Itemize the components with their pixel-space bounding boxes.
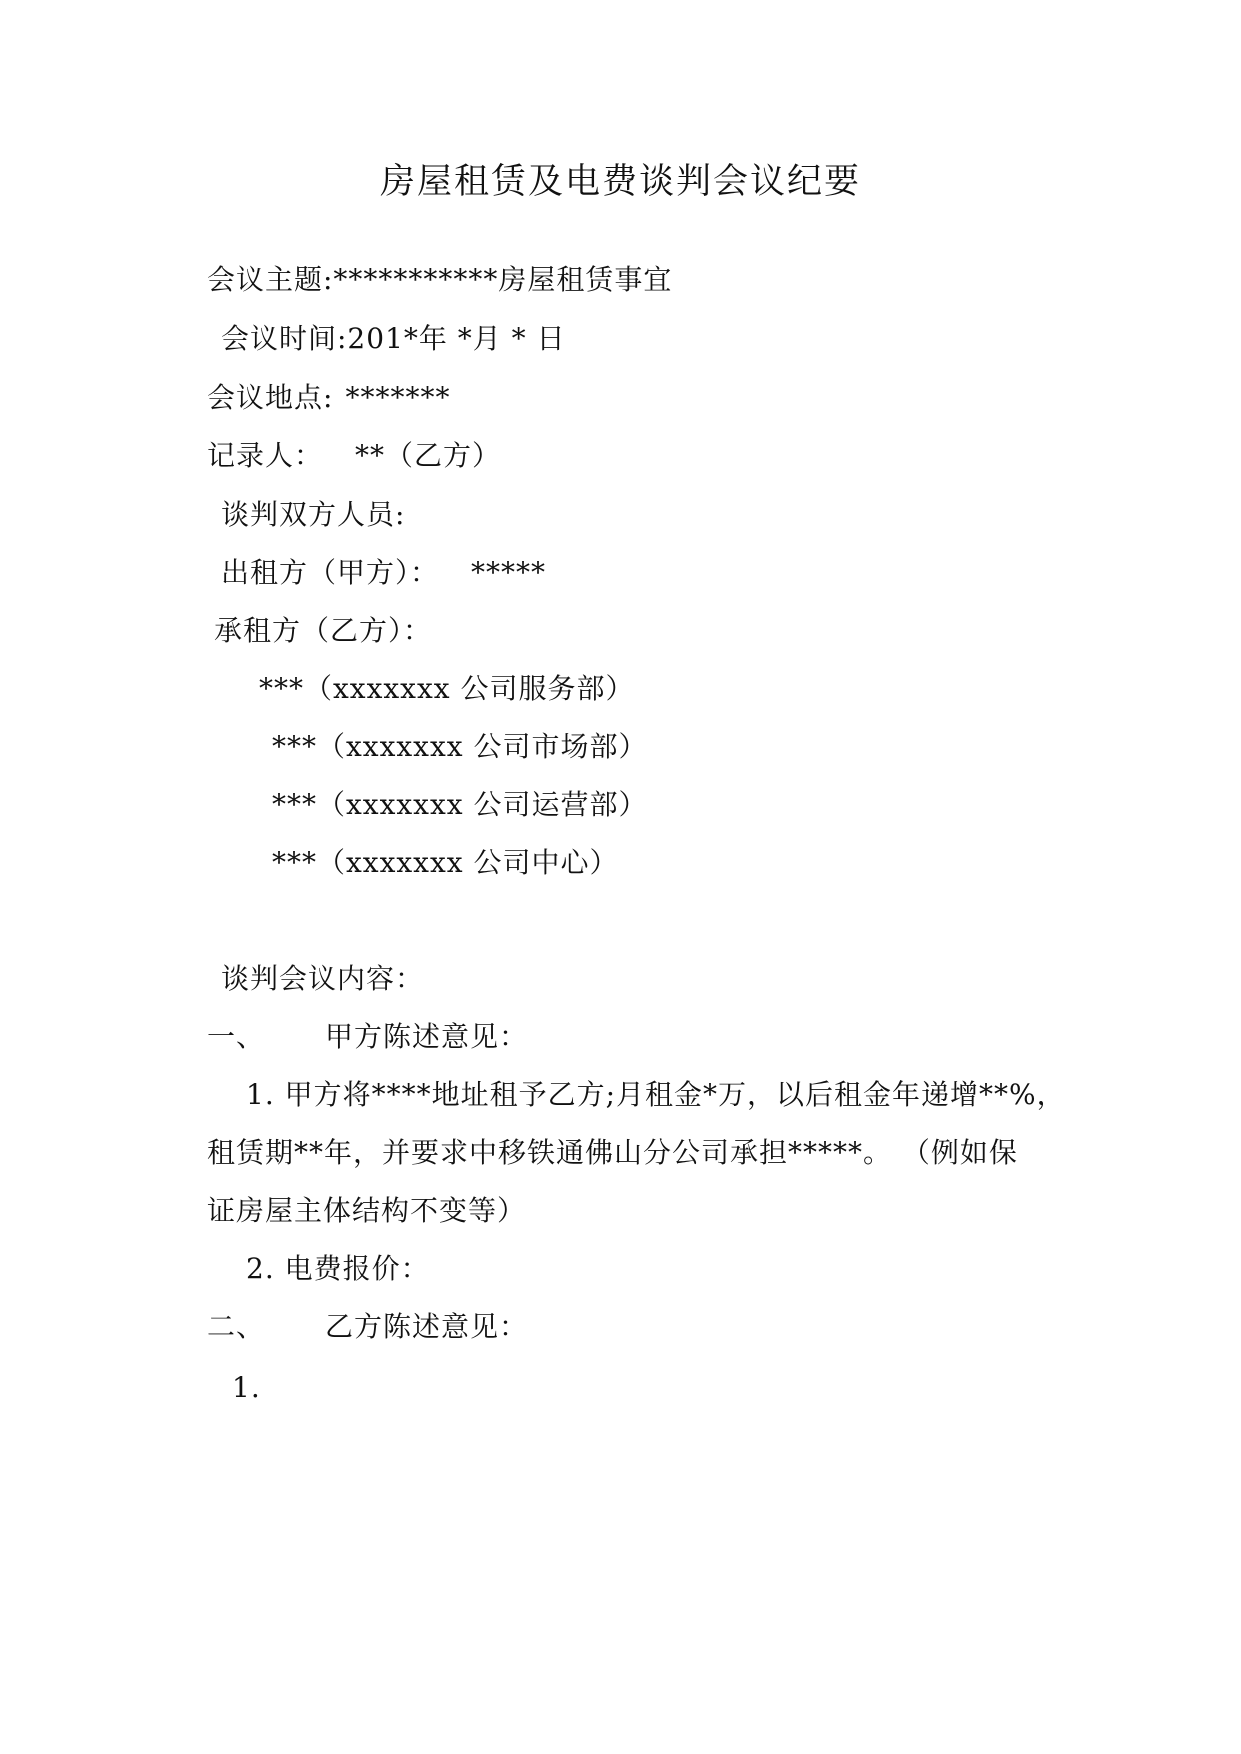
lessee-member: ***（xxxxxxx 公司服务部） xyxy=(259,672,635,705)
document-title: 房屋租赁及电费谈判会议纪要 xyxy=(379,162,861,202)
section2-number: 二、 xyxy=(207,1310,266,1343)
meeting-place xyxy=(207,380,450,416)
item1-line1: 1. 甲方将****地址租予乙方;月租金*万，以后租金年递增**%， xyxy=(246,1078,1066,1111)
section2-heading xyxy=(207,1309,528,1345)
meeting-time: 会议时间:201*年 *月 * 日 xyxy=(221,322,566,355)
recorder xyxy=(207,438,501,474)
lessor-value: ***** xyxy=(471,556,547,589)
section2-title: 乙方陈述意见： xyxy=(325,1310,529,1343)
section1-title: 甲方陈述意见： xyxy=(325,1020,529,1053)
recorder-value: **（乙方） xyxy=(355,439,502,472)
meeting-place-label: 会议地点: xyxy=(207,381,334,414)
section2-item1: 1. xyxy=(232,1371,261,1404)
lessor xyxy=(221,555,546,591)
lessee-member: ***（xxxxxxx 公司中心） xyxy=(272,846,619,879)
lessee-member: ***（xxxxxxx 公司运营部） xyxy=(272,788,648,821)
content-label: 谈判会议内容： xyxy=(221,962,425,995)
participants-label: 谈判双方人员: xyxy=(221,498,406,531)
lessee-label: 承租方（乙方）： xyxy=(214,614,433,647)
lessor-label: 出租方（甲方）： xyxy=(221,556,440,589)
meeting-topic: 会议主题:***********房屋租赁事宜 xyxy=(207,263,673,296)
recorder-label: 记录人： xyxy=(207,439,324,472)
lessee-member: ***（xxxxxxx 公司市场部） xyxy=(272,730,648,763)
meeting-place-value: ******* xyxy=(345,381,451,414)
section1-heading xyxy=(207,1019,528,1055)
item1-line2: 租赁期**年，并要求中移铁通佛山分公司承担*****。 （例如保 xyxy=(207,1136,1018,1169)
item1-line3: 证房屋主体结构不变等） xyxy=(207,1194,527,1227)
section1-number: 一、 xyxy=(207,1020,266,1053)
item2: 2. 电费报价： xyxy=(246,1252,430,1285)
